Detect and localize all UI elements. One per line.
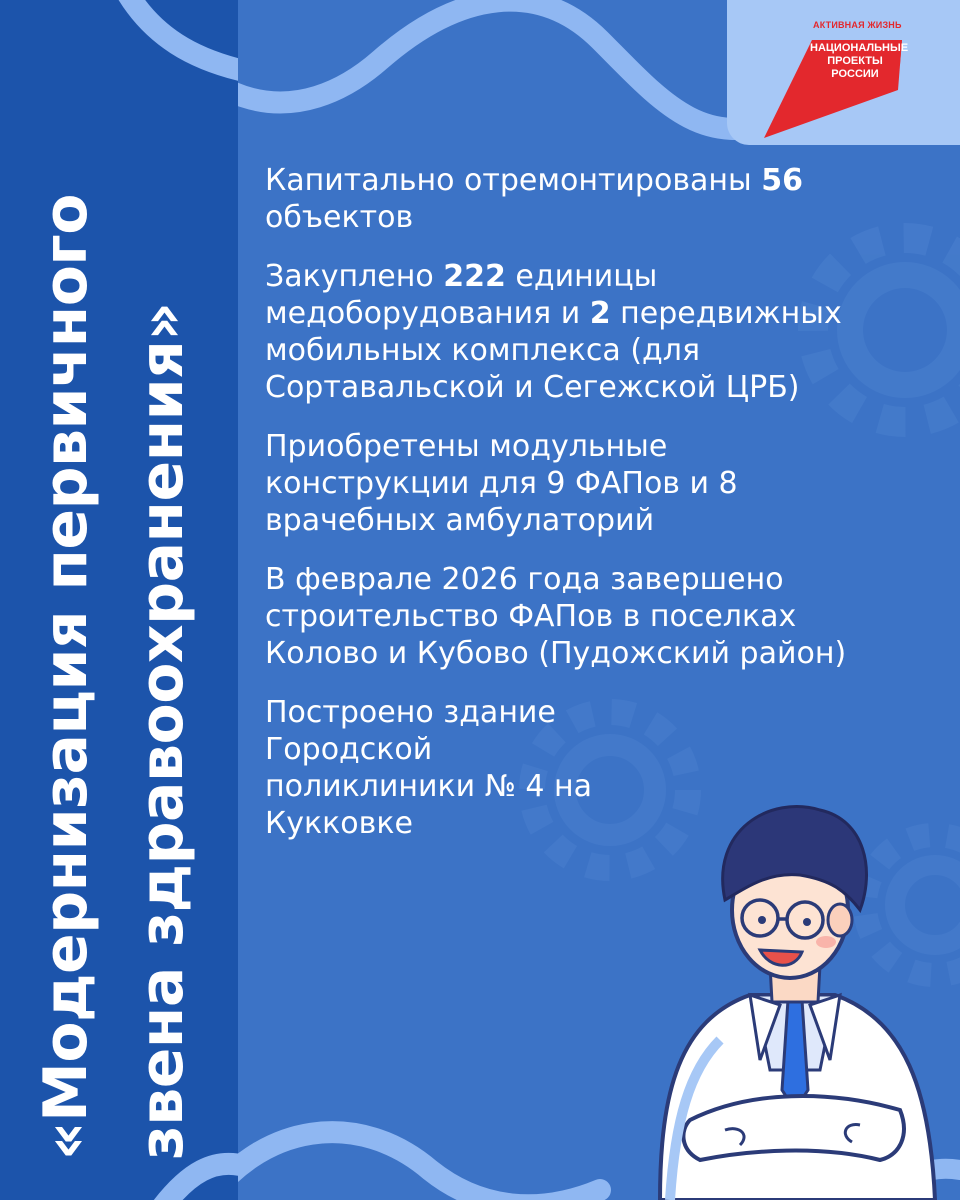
- logo-panel: [727, 0, 960, 145]
- logo-line-3: РОССИИ: [831, 68, 879, 80]
- fact-item: Закуплено 222 единицы медоборудования и 2 передвижных мобильных комплекса (для Сортавальской и Сегежской ЦРБ): [265, 259, 842, 405]
- logo-line-1: НАЦИОНАЛЬНЫЕ: [810, 42, 909, 54]
- facts-list: [265, 162, 945, 864]
- fact-item: Приобретены модульные конструкции для 9 ФАПов и 8 врачебных амбулаторий: [265, 429, 738, 538]
- fact-item: Капитально отремонтированы 56 объектов: [265, 163, 803, 235]
- logo-line-2: ПРОЕКТЫ: [827, 55, 883, 67]
- fact-item: Построено здание Городской поликлиники № 4 на Кукковке: [265, 695, 593, 841]
- page-title: «Модернизация первичного звена здравоохранения»: [31, 193, 197, 1160]
- logo-tagline: АКТИВНАЯ ЖИЗНЬ: [813, 20, 902, 30]
- logo-wordmark: [810, 42, 909, 81]
- wave-ribbon-bottom: [200, 1132, 600, 1200]
- doctor-illustration-icon: [630, 790, 960, 1200]
- fact-item: В феврале 2026 года завершено строительство ФАПов в поселках Колово и Кубово (Пудожский район): [265, 562, 847, 671]
- title-sidebar: [0, 0, 238, 1200]
